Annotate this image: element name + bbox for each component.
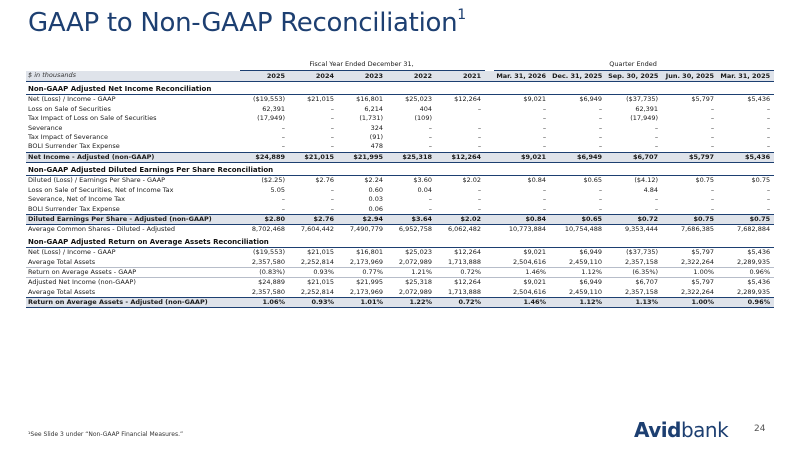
row-label: BOLI Surrender Tax Expense xyxy=(28,142,120,151)
value-cell: (6.35%) xyxy=(606,267,662,277)
table-row xyxy=(26,267,774,277)
value-cell: $2.76 xyxy=(289,214,338,224)
total-row xyxy=(26,297,774,307)
value-cell: $12,264 xyxy=(436,152,485,162)
value-cell: – xyxy=(281,204,285,213)
row-label: Loss on Sale of Securities, Net of Income Tax xyxy=(28,185,174,194)
value-cell: – xyxy=(598,185,603,194)
value-cell: 1.00% xyxy=(662,297,718,307)
value-cell: 0.72% xyxy=(436,267,485,277)
value-cell: – xyxy=(542,114,547,123)
table-row xyxy=(26,204,774,214)
column-separator xyxy=(485,288,494,298)
row-label: Average Total Assets xyxy=(26,257,240,267)
table-row xyxy=(26,95,774,105)
value-cell: 0.03 xyxy=(368,195,383,204)
value-cell: 2,289,935 xyxy=(718,257,774,267)
value-cell: $2.02 xyxy=(436,214,485,224)
column-separator xyxy=(485,176,494,186)
value-cell: $0.75 xyxy=(662,214,718,224)
value-cell: $0.75 xyxy=(718,214,774,224)
column-separator xyxy=(485,142,494,152)
value-cell: – xyxy=(330,195,334,204)
value-cell: $21,015 xyxy=(289,152,338,162)
value-cell: (109) xyxy=(414,114,432,123)
value-cell: $9,021 xyxy=(494,152,550,162)
value-cell: – xyxy=(598,195,603,204)
value-cell: ($19,553) xyxy=(253,248,285,257)
value-cell: 7,682,884 xyxy=(737,225,771,234)
value-cell: 62,391 xyxy=(262,104,285,113)
value-cell: – xyxy=(428,132,432,141)
value-cell: $2.80 xyxy=(240,214,289,224)
avidbank-logo xyxy=(634,418,728,442)
value-cell: $2.02 xyxy=(462,176,482,185)
value-cell: 1.22% xyxy=(387,297,436,307)
value-cell: $12,264 xyxy=(454,95,482,104)
value-cell: 2,504,616 xyxy=(512,287,547,296)
column-header-row xyxy=(26,71,774,81)
total-row xyxy=(26,152,774,162)
value-cell: 0.93% xyxy=(289,297,338,307)
row-label: Average Total Assets xyxy=(28,287,96,296)
value-cell: $6,707 xyxy=(606,152,662,162)
title-footnote-marker: 1 xyxy=(457,7,466,24)
value-cell: 1.21% xyxy=(387,267,436,277)
value-cell: – xyxy=(330,123,334,132)
value-cell: – xyxy=(477,123,482,132)
value-cell: $5,436 xyxy=(747,95,771,104)
column-separator xyxy=(485,71,494,81)
value-cell: – xyxy=(330,142,334,151)
value-cell: 478 xyxy=(370,142,383,151)
value-cell: $0.84 xyxy=(527,176,547,185)
table-row xyxy=(26,278,774,288)
value-cell: – xyxy=(710,185,715,194)
value-cell: 1,713,888 xyxy=(436,257,485,267)
value-cell: – xyxy=(710,132,715,141)
value-cell: $2.94 xyxy=(338,214,387,224)
value-cell: – xyxy=(542,132,547,141)
value-cell: 1.01% xyxy=(338,297,387,307)
value-cell: $12,264 xyxy=(454,248,482,257)
column-header-quarter: Mar. 31, 2025 xyxy=(718,71,774,81)
value-cell: 10,754,488 xyxy=(564,225,603,234)
value-cell: 404 xyxy=(419,104,432,113)
value-cell: 1.46% xyxy=(494,267,550,277)
value-cell: – xyxy=(477,104,482,113)
value-cell: (0.83%) xyxy=(240,267,289,277)
value-cell: – xyxy=(654,132,659,141)
value-cell: $6,707 xyxy=(635,278,659,287)
value-cell: – xyxy=(281,142,285,151)
value-cell: – xyxy=(477,185,482,194)
column-header-year: 2023 xyxy=(338,71,387,81)
value-cell: – xyxy=(542,104,547,113)
table-row xyxy=(26,288,774,298)
table-body xyxy=(26,81,774,308)
column-separator xyxy=(485,257,494,267)
value-cell: – xyxy=(330,204,334,213)
value-cell: $5,797 xyxy=(662,152,718,162)
table-row xyxy=(26,176,774,186)
column-separator xyxy=(485,105,494,114)
value-cell: ($2.25) xyxy=(261,176,285,185)
column-separator xyxy=(485,195,494,204)
reconciliation-table xyxy=(26,60,774,308)
value-cell: – xyxy=(598,204,603,213)
quarter-group-header: Quarter Ended xyxy=(494,60,774,71)
section-heading-row xyxy=(26,81,774,94)
value-cell: – xyxy=(766,142,771,151)
column-separator xyxy=(485,204,494,214)
value-cell: 2,459,110 xyxy=(568,287,603,296)
value-cell: 2,173,969 xyxy=(349,287,383,296)
value-cell: $24,889 xyxy=(258,278,285,287)
table-row xyxy=(26,225,774,235)
value-cell: 0.93% xyxy=(289,267,338,277)
row-label: BOLI Surrender Tax Expense xyxy=(28,204,120,213)
column-separator xyxy=(485,267,494,277)
value-cell: 2,357,158 xyxy=(624,287,659,296)
column-header-year: 2024 xyxy=(289,71,338,81)
column-header-year: 2025 xyxy=(240,71,289,81)
value-cell: – xyxy=(710,204,715,213)
row-label: Adjusted Net Income (non-GAAP) xyxy=(28,278,136,287)
value-cell: 1.12% xyxy=(550,297,606,307)
column-separator xyxy=(485,214,494,224)
column-separator xyxy=(485,123,494,132)
group-separator xyxy=(485,60,494,71)
value-cell: 2,322,264 xyxy=(680,287,715,296)
section-heading: Non-GAAP Adjusted Return on Average Assets Reconciliation xyxy=(26,235,774,248)
value-cell: $0.65 xyxy=(583,176,603,185)
value-cell: 1.00% xyxy=(662,267,718,277)
value-cell: – xyxy=(477,132,482,141)
value-cell: – xyxy=(330,104,334,113)
column-group-header-row xyxy=(26,60,774,71)
value-cell: – xyxy=(542,142,547,151)
value-cell: – xyxy=(428,142,432,151)
fiscal-year-group-header: Fiscal Year Ended December 31, xyxy=(240,60,485,71)
row-label: Tax Impact of Loss on Sale of Securities xyxy=(28,114,157,123)
value-cell: 62,391 xyxy=(635,104,659,113)
value-cell: ($19,553) xyxy=(253,95,285,104)
value-cell: – xyxy=(598,132,603,141)
table-row xyxy=(26,248,774,258)
table-row xyxy=(26,142,774,152)
row-label: Diluted Earnings Per Share - Adjusted (non-GAAP) xyxy=(26,214,240,224)
value-cell: ($4.12) xyxy=(634,176,659,185)
column-header-year: 2021 xyxy=(436,71,485,81)
logo-text-avid: Avid xyxy=(634,418,681,442)
value-cell: 0.60 xyxy=(368,185,383,194)
value-cell: 1.13% xyxy=(606,297,662,307)
value-cell: 2,459,110 xyxy=(550,257,606,267)
section-heading-row xyxy=(26,162,774,175)
value-cell: $21,015 xyxy=(307,95,334,104)
value-cell: 7,686,385 xyxy=(680,225,715,234)
value-cell: – xyxy=(654,195,659,204)
value-cell: (91) xyxy=(369,132,383,141)
value-cell: $25,318 xyxy=(405,278,432,287)
column-separator xyxy=(485,114,494,123)
value-cell: – xyxy=(281,132,285,141)
value-cell: $5,797 xyxy=(691,95,715,104)
value-cell: $5,436 xyxy=(747,248,771,257)
value-cell: $9,021 xyxy=(523,248,547,257)
value-cell: $9,021 xyxy=(523,95,547,104)
value-cell: – xyxy=(477,195,482,204)
column-separator xyxy=(485,186,494,195)
value-cell: 1.06% xyxy=(240,297,289,307)
column-header-quarter: Jun. 30, 2025 xyxy=(662,71,718,81)
value-cell: – xyxy=(542,195,547,204)
value-cell: $5,436 xyxy=(718,152,774,162)
value-cell: 0.04 xyxy=(417,185,432,194)
value-cell: $25,023 xyxy=(405,248,432,257)
value-cell: 1,713,888 xyxy=(447,287,482,296)
value-cell: 2,252,814 xyxy=(289,257,338,267)
value-cell: 2,357,158 xyxy=(606,257,662,267)
value-cell: $0.72 xyxy=(606,214,662,224)
row-label: Loss on Sale of Securities xyxy=(28,104,111,113)
column-header-quarter: Dec. 31, 2025 xyxy=(550,71,606,81)
page-number: 24 xyxy=(754,424,766,434)
column-header-quarter: Mar. 31, 2026 xyxy=(494,71,550,81)
value-cell: – xyxy=(710,123,715,132)
value-cell: $16,801 xyxy=(356,248,383,257)
value-cell: 6,952,758 xyxy=(398,225,432,234)
value-cell: – xyxy=(598,142,603,151)
table-row xyxy=(26,105,774,114)
row-label: Tax Impact of Severance xyxy=(28,132,108,141)
value-cell: – xyxy=(281,195,285,204)
column-header-quarter: Sep. 30, 2025 xyxy=(606,71,662,81)
table-row xyxy=(26,195,774,204)
value-cell: 8,702,468 xyxy=(251,225,285,234)
value-cell: $0.84 xyxy=(494,214,550,224)
column-separator xyxy=(485,297,494,307)
value-cell: $12,264 xyxy=(454,278,482,287)
value-cell: $0.75 xyxy=(695,176,715,185)
value-cell: – xyxy=(428,123,432,132)
value-cell: 4.84 xyxy=(643,185,659,194)
value-cell: – xyxy=(710,195,715,204)
value-cell: 10,773,884 xyxy=(508,225,547,234)
value-cell: $0.75 xyxy=(751,176,771,185)
value-cell: – xyxy=(710,114,715,123)
value-cell: $9,021 xyxy=(523,278,547,287)
page-title xyxy=(28,8,466,38)
value-cell: 0.06 xyxy=(368,204,383,213)
value-cell: – xyxy=(654,204,659,213)
value-cell: 6,062,482 xyxy=(447,225,482,234)
column-separator xyxy=(485,278,494,288)
logo-text-bank: bank xyxy=(680,418,729,442)
value-cell: 2,289,935 xyxy=(737,287,771,296)
table-row xyxy=(26,133,774,142)
section-heading-row xyxy=(26,235,774,248)
value-cell: – xyxy=(477,142,482,151)
value-cell: 0.72% xyxy=(436,297,485,307)
value-cell xyxy=(436,114,485,123)
value-cell: – xyxy=(766,185,771,194)
value-cell: $2.76 xyxy=(315,176,334,185)
table-row xyxy=(26,257,774,267)
value-cell: $3.64 xyxy=(387,214,436,224)
value-cell: – xyxy=(654,142,659,151)
units-label: $ in thousands xyxy=(26,71,240,81)
value-cell: – xyxy=(330,114,334,123)
value-cell: $21,015 xyxy=(307,248,334,257)
row-label: Return on Average Assets - Adjusted (non-GAAP) xyxy=(26,297,240,307)
value-cell: $21,995 xyxy=(338,152,387,162)
row-label: Net (Loss) / Income - GAAP xyxy=(28,248,116,257)
value-cell: (17,949) xyxy=(257,114,285,123)
value-cell: – xyxy=(766,114,771,123)
value-cell: $3.60 xyxy=(413,176,432,185)
value-cell: – xyxy=(428,204,432,213)
value-cell: $2.24 xyxy=(364,176,383,185)
column-separator xyxy=(485,133,494,142)
column-separator xyxy=(485,95,494,105)
value-cell: $5,797 xyxy=(691,278,715,287)
value-cell: 2,072,989 xyxy=(387,257,436,267)
footnote: ¹See Slide 3 under “Non-GAAP Financial Measures.” xyxy=(28,431,184,438)
value-cell: (17,949) xyxy=(630,114,659,123)
value-cell: $21,015 xyxy=(307,278,334,287)
value-cell: – xyxy=(330,132,334,141)
value-cell: 2,357,580 xyxy=(251,287,285,296)
value-cell: $6,949 xyxy=(579,95,603,104)
value-cell: – xyxy=(766,123,771,132)
value-cell: 0.96% xyxy=(718,297,774,307)
value-cell: – xyxy=(598,104,603,113)
table-row xyxy=(26,114,774,123)
group-spacer xyxy=(26,60,240,71)
value-cell: – xyxy=(330,185,334,194)
value-cell: $5,436 xyxy=(747,278,771,287)
value-cell: – xyxy=(598,114,603,123)
value-cell: 1.12% xyxy=(550,267,606,277)
value-cell: 2,322,264 xyxy=(662,257,718,267)
column-separator xyxy=(485,225,494,235)
row-label: Severance, Net of Income Tax xyxy=(28,195,125,204)
column-separator xyxy=(485,152,494,162)
value-cell: $25,023 xyxy=(405,95,432,104)
value-cell: 1.46% xyxy=(494,297,550,307)
value-cell: 9,353,444 xyxy=(624,225,659,234)
table-row xyxy=(26,186,774,195)
value-cell: 0.77% xyxy=(338,267,387,277)
value-cell: $25,318 xyxy=(387,152,436,162)
value-cell: 7,604,442 xyxy=(300,225,334,234)
value-cell: $6,949 xyxy=(579,278,603,287)
value-cell: 324 xyxy=(370,123,383,132)
row-label: Severance xyxy=(28,123,63,132)
row-label: Net (Loss) / Income - GAAP xyxy=(28,95,116,104)
row-label: Average Common Shares - Diluted - Adjusted xyxy=(28,225,176,234)
value-cell: 2,504,616 xyxy=(494,257,550,267)
value-cell: 2,357,580 xyxy=(240,257,289,267)
row-label: Diluted (Loss) / Earnings Per Share - GAAP xyxy=(28,176,166,185)
value-cell: – xyxy=(598,123,603,132)
value-cell: ($37,735) xyxy=(626,95,659,104)
value-cell: 2,252,814 xyxy=(300,287,334,296)
value-cell: 2,173,969 xyxy=(338,257,387,267)
value-cell: $16,801 xyxy=(356,95,383,104)
value-cell: $21,995 xyxy=(356,278,383,287)
section-heading: Non-GAAP Adjusted Diluted Earnings Per Share Reconciliation xyxy=(26,162,774,175)
table-row xyxy=(26,123,774,132)
value-cell: – xyxy=(766,104,771,113)
value-cell: – xyxy=(428,195,432,204)
value-cell: – xyxy=(710,104,715,113)
value-cell: $24,889 xyxy=(240,152,289,162)
value-cell: – xyxy=(654,123,659,132)
value-cell: 7,490,779 xyxy=(349,225,383,234)
row-label: Return on Average Assets - GAAP xyxy=(26,267,240,277)
value-cell: – xyxy=(542,123,547,132)
value-cell: 2,072,989 xyxy=(398,287,432,296)
value-cell: $6,949 xyxy=(579,248,603,257)
row-label: Net Income - Adjusted (non-GAAP) xyxy=(26,152,240,162)
value-cell: – xyxy=(766,195,771,204)
value-cell: – xyxy=(477,204,482,213)
value-cell: – xyxy=(281,123,285,132)
value-cell: – xyxy=(542,185,547,194)
column-header-year: 2022 xyxy=(387,71,436,81)
value-cell: $0.65 xyxy=(550,214,606,224)
column-separator xyxy=(485,248,494,258)
value-cell: 6,214 xyxy=(364,104,383,113)
value-cell: ($37,735) xyxy=(626,248,659,257)
total-row xyxy=(26,214,774,224)
value-cell: – xyxy=(542,204,547,213)
title-text: GAAP to Non-GAAP Reconciliation xyxy=(28,8,458,38)
value-cell: 5.05 xyxy=(270,185,285,194)
value-cell: – xyxy=(766,204,771,213)
value-cell: – xyxy=(766,132,771,141)
value-cell: $6,949 xyxy=(550,152,606,162)
value-cell: 0.96% xyxy=(718,267,774,277)
value-cell: (1,731) xyxy=(359,114,383,123)
value-cell: $5,797 xyxy=(691,248,715,257)
section-heading: Non-GAAP Adjusted Net Income Reconciliation xyxy=(26,81,774,94)
value-cell: – xyxy=(710,142,715,151)
